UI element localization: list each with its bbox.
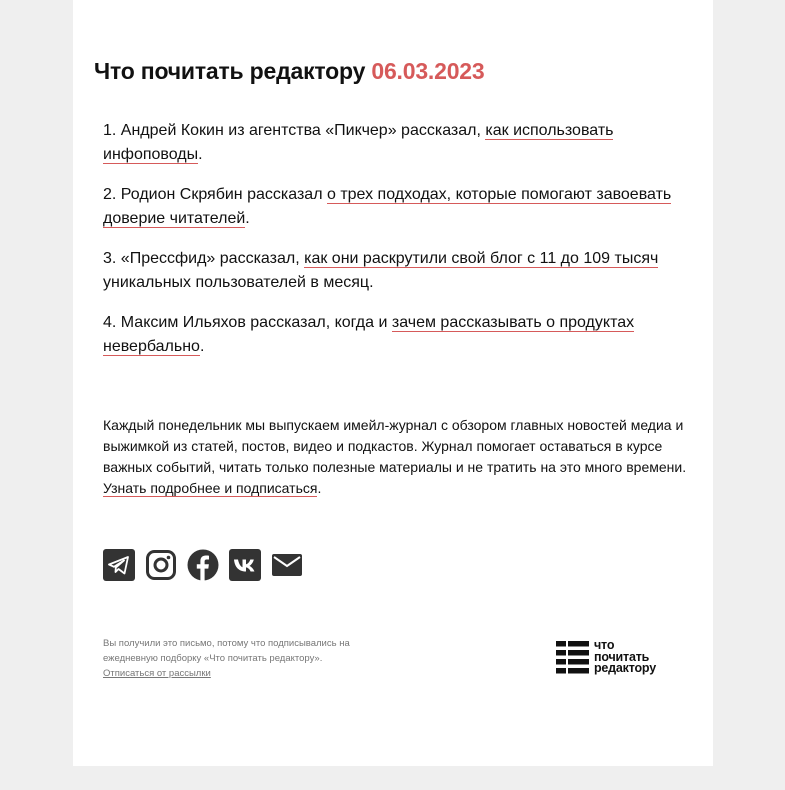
issue-date: 06.03.2023 [371,58,485,84]
list-item: 3. «Прессфид» рассказал, как они раскрутили свой блог с 11 до 109 тысяч уникальных пользователей в месяц. [103,250,659,291]
list-item: 2. Родион Скрябин рассказал о трех подходах, которые помогают завоевать доверие читателей. [103,186,672,227]
title-text: Что почитать редактору [94,58,366,84]
article-link-2[interactable]: о трех подходах, которые помогают завоевать доверие читателей [103,186,672,227]
logo-mark-icon [556,641,589,674]
list-item: 4. Максим Ильяхов рассказал, когда и зачем рассказывать о продуктах невербально. [103,314,635,355]
unsubscribe-link[interactable]: Отписаться от рассылки [103,668,211,679]
facebook-icon[interactable] [187,549,219,581]
logo-text: что почитать редактору [594,638,656,675]
subscribe-link[interactable]: Узнать подробнее и подписаться [103,480,318,496]
page-title [94,58,485,85]
vk-icon[interactable] [229,549,261,581]
article-link-4[interactable]: зачем рассказывать о продуктах невербально [103,314,635,355]
social-links [103,549,303,581]
instagram-icon[interactable] [145,549,177,581]
telegram-icon[interactable] [103,549,135,581]
email-card [73,0,713,766]
legal-notice: Вы получили это письмо, потому что подписывались на ежедневную подборку «Что почитать редактору». Отписаться от рассылки [103,638,350,679]
list-item: 1. Андрей Кокин из агентства «Пикчер» рассказал, как использовать инфоповоды. [103,122,614,163]
brand-logo [556,640,656,675]
article-list [103,119,689,375]
email-icon[interactable] [271,549,303,581]
about-paragraph: Каждый понедельник мы выпускаем имейл-журнал с обзором главных новостей медиа и выжимкой из статей, постов, видео и подкастов. Журнал помогает оставаться в курсе важных событий, читать только полезные материалы и не тратить на это много времени. Узнать подробнее и подписаться. [103,417,687,496]
article-link-3[interactable]: как они раскрутили свой блог с 11 до 109 тысяч [304,250,659,267]
article-link-1[interactable]: как использовать инфоповоды [103,122,614,163]
